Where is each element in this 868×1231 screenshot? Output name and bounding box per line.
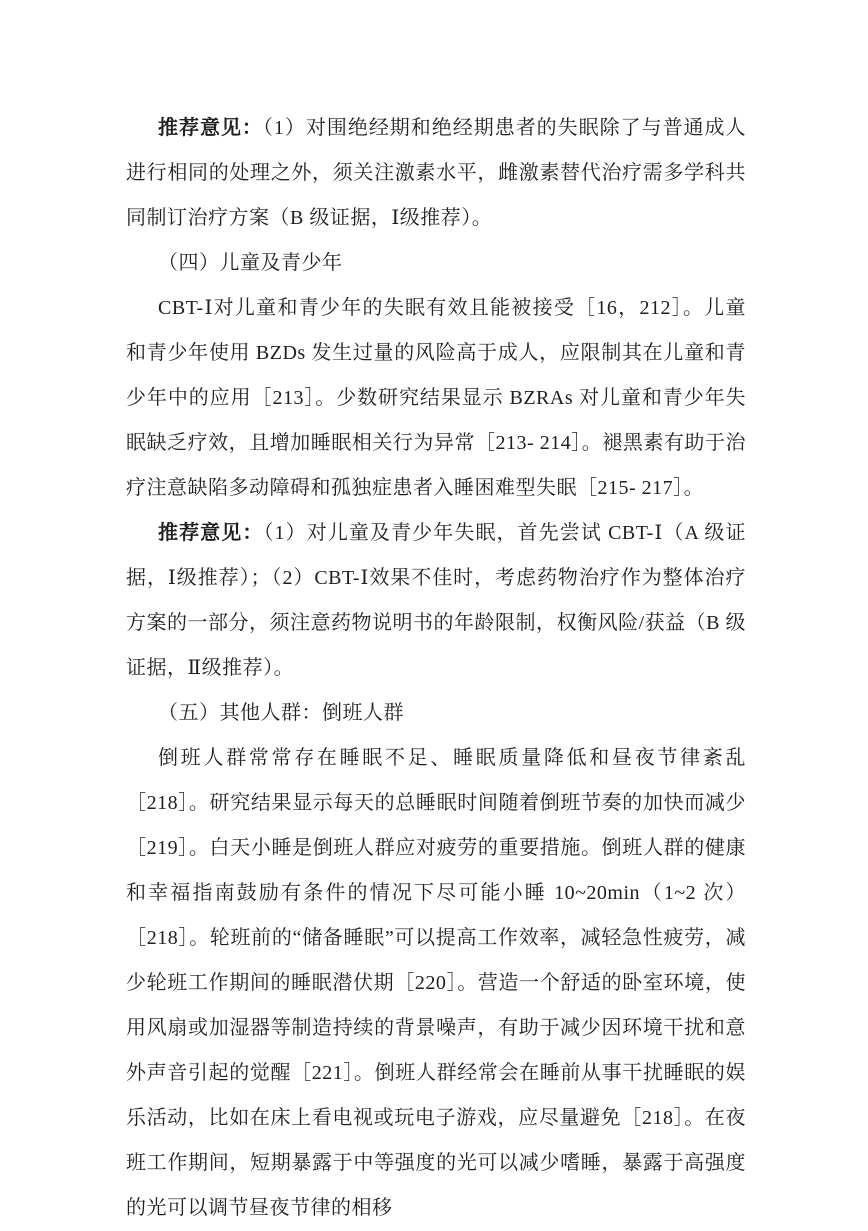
section-heading-text: （四）儿童及青少年 <box>158 252 343 274</box>
recommendation-lead: 推荐意见： <box>158 522 264 544</box>
recommendation-lead: 推荐意见： <box>158 117 263 139</box>
section-heading-children <box>126 241 746 286</box>
paragraph-text: （1）对儿童及青少年失眠，首先尝试 CBT-Ⅰ（A 级证据，Ⅰ级推荐）；（2）CBT-Ⅰ效果不佳时，考虑药物治疗作为整体治疗方案的一部分，须注意药物说明书的年龄限制，权衡风险/获益（B 级证据，Ⅱ级推荐）。 <box>126 522 746 679</box>
paragraph-text: （1）对围绝经期和绝经期患者的失眠除了与普通成人进行相同的处理之外，须关注激素水平，雌激素替代治疗需多学科共同制订治疗方案（B 级证据，Ⅰ级推荐）。 <box>126 117 747 229</box>
recommendation-paragraph-children <box>126 511 746 691</box>
document-body <box>126 106 746 1231</box>
paragraph-children-evidence <box>126 286 746 511</box>
paragraph-text: CBT-Ⅰ对儿童和青少年的失眠有效且能被接受［16，212］。儿童和青少年使用 BZDs 发生过量的风险高于成人，应限制其在儿童和青少年中的应用［213］。少数研究结果显示 BZRAs 对儿童和青少年失眠缺乏疗效，且增加睡眠相关行为异常［213- 214］。褪黑素有助于治疗注意缺陷多动障碍和孤独症患者入睡困难型失眠［215- 217］。 <box>126 297 746 499</box>
paragraph-text: 倒班人群常常存在睡眠不足、睡眠质量降低和昼夜节律紊乱［218］。研究结果显示每天的总睡眠时间随着倒班节奏的加快而减少［219］。白天小睡是倒班人群应对疲劳的重要措施。倒班人群的健康和幸福指南鼓励有条件的情况下尽可能小睡 10~20min（1~2 次）［218］。轮班前的“储备睡眠”可以提高工作效率，减轻急性疲劳，减少轮班工作期间的睡眠潜伏期［220］。营造一个舒适的卧室环境，使用风扇或加湿器等制造持续的背景噪声，有助于减少因环境干扰和意外声音引起的觉醒［221］。倒班人群经常会在睡前从事干扰睡眠的娱乐活动，比如在床上看电视或玩电子游戏，应尽量避免［218］。在夜班工作期间，短期暴露于中等强度的光可以减少嗜睡，暴露于高强度的光可以调节昼夜节律的相移 <box>126 747 746 1219</box>
recommendation-paragraph-menopause <box>126 106 746 241</box>
section-heading-text: （五）其他人群：倒班人群 <box>158 702 404 724</box>
section-heading-shift-workers <box>126 691 746 736</box>
paragraph-shift-workers <box>126 736 746 1231</box>
